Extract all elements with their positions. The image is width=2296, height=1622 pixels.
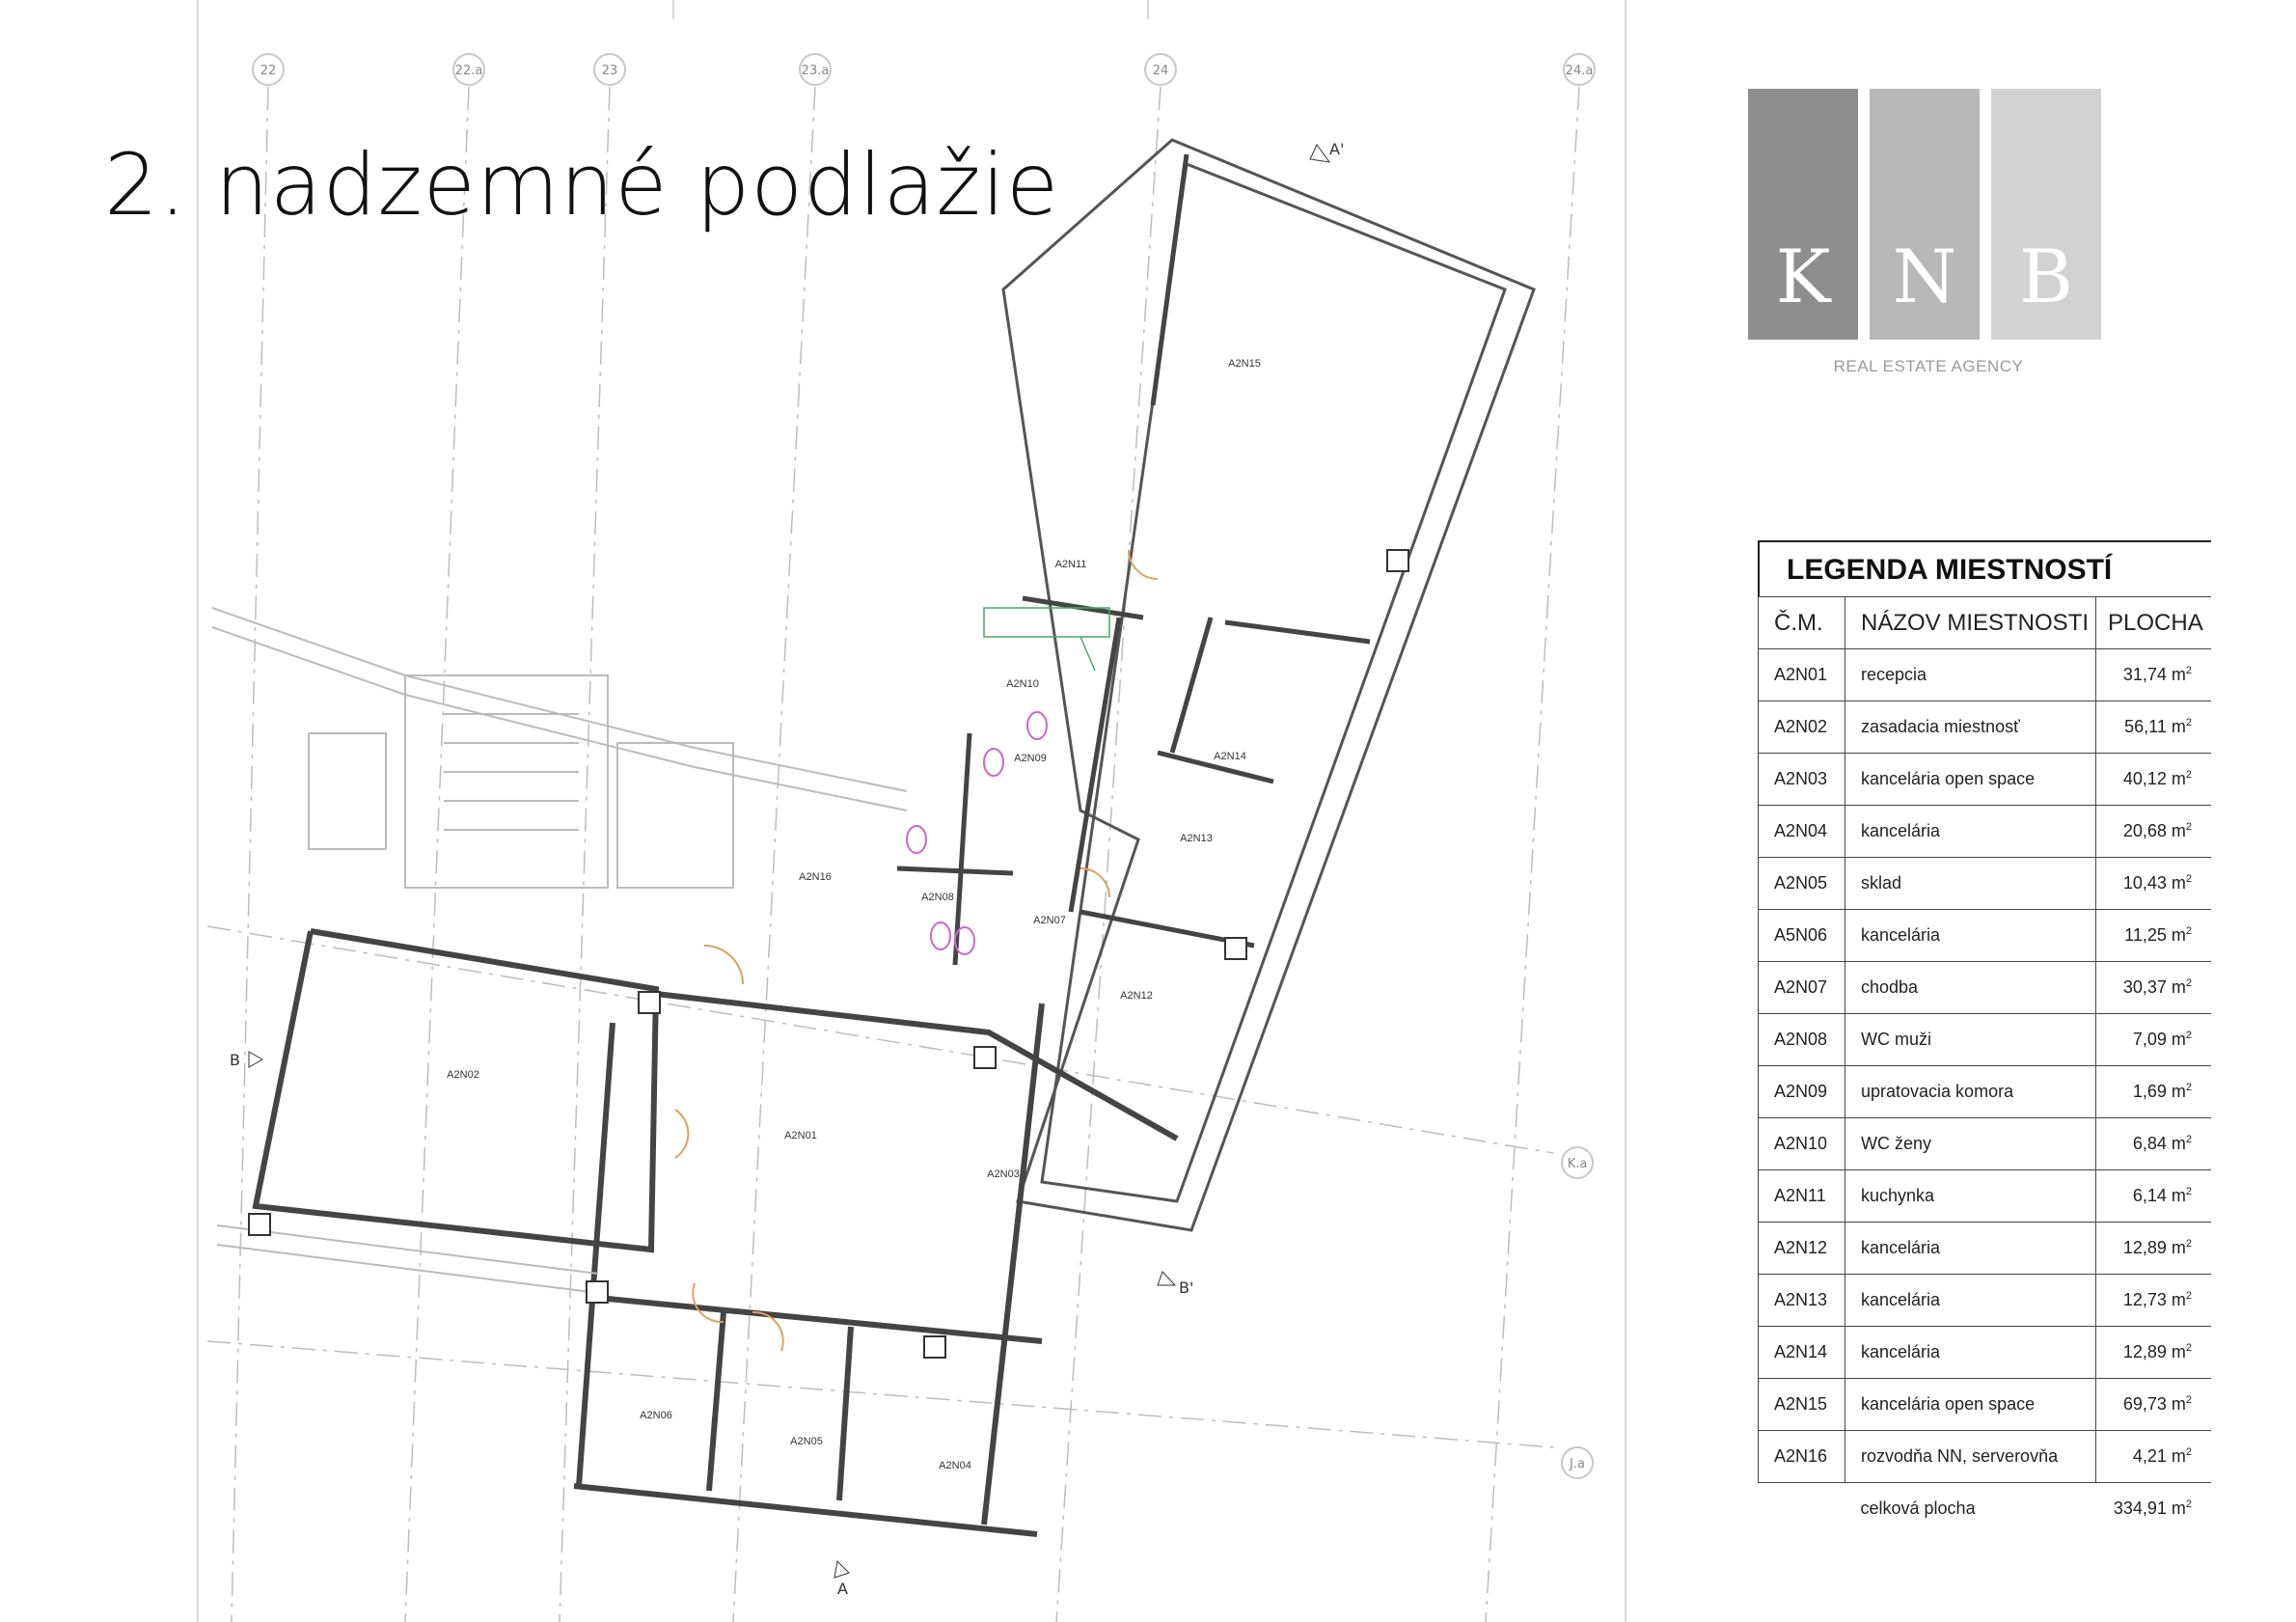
total-area — [2096, 1483, 2212, 1535]
logo-tile — [1870, 89, 1980, 340]
area-unit: m — [2171, 1290, 2186, 1309]
room-label: A2N13 — [1180, 833, 1213, 844]
legend-row — [1759, 1014, 2212, 1066]
room-number: A2N08 — [1759, 1014, 1845, 1066]
area-value: 4,21 — [2132, 1446, 2172, 1466]
area-unit-exponent: 2 — [2185, 1498, 2192, 1511]
area-unit: m — [2171, 1446, 2186, 1466]
room-name: WC ženy — [1845, 1118, 2096, 1170]
area-value: 12,89 — [2122, 1342, 2172, 1361]
legend-title: LEGENDA MIESTNOSTÍ — [1758, 540, 2211, 596]
room-name: kuchynka — [1845, 1170, 2096, 1223]
room-number: A2N07 — [1759, 962, 1845, 1014]
area-unit: m — [2171, 1186, 2186, 1205]
grid-label: K.a — [1567, 1157, 1588, 1171]
area-unit: m — [2171, 925, 2186, 945]
page-title: 2. nadzemné podlažie — [104, 135, 1060, 234]
room-number: A2N11 — [1759, 1170, 1845, 1223]
area-unit-exponent: 2 — [2185, 1290, 2192, 1302]
room-area — [2096, 1066, 2212, 1118]
legend-total-row — [1759, 1483, 2212, 1535]
area-unit-exponent: 2 — [2185, 1342, 2192, 1354]
area-unit: m — [2171, 1134, 2186, 1153]
grid-label: 23 — [601, 64, 618, 78]
logo-letter: B — [2019, 234, 2073, 319]
area-value: 1,69 — [2132, 1082, 2172, 1101]
area-unit: m — [2171, 1342, 2186, 1361]
room-number: A2N14 — [1759, 1327, 1845, 1379]
area-value: 69,73 — [2122, 1394, 2172, 1414]
room-label: A2N09 — [1014, 753, 1047, 764]
legend-row — [1759, 806, 2212, 858]
room-name: kancelária open space — [1845, 754, 2096, 806]
area-unit: m — [2171, 665, 2186, 684]
room-number: A2N12 — [1759, 1223, 1845, 1275]
room-area — [2096, 1170, 2212, 1223]
room-name: kancelária — [1845, 806, 2096, 858]
logo-letter: N — [1892, 234, 1957, 319]
area-unit-exponent: 2 — [2185, 1394, 2192, 1406]
area-unit-exponent: 2 — [2185, 1238, 2192, 1250]
grid-label: 23.a — [801, 64, 830, 78]
room-name: zasadacia miestnosť — [1845, 701, 2096, 754]
legend-row — [1759, 1379, 2212, 1431]
room-name: kancelária — [1845, 1327, 2096, 1379]
room-area — [2096, 1327, 2212, 1379]
room-area — [2096, 1014, 2212, 1066]
room-number: A2N16 — [1759, 1431, 1845, 1483]
grid-label: 22.a — [454, 64, 483, 78]
section-mark: B' — [1179, 1278, 1194, 1297]
room-label: A2N12 — [1120, 990, 1153, 1002]
legend-header-row — [1759, 597, 2212, 649]
company-logo — [1748, 89, 2109, 378]
room-number: A2N05 — [1759, 858, 1845, 910]
area-unit-exponent: 2 — [2185, 769, 2192, 781]
room-label: A2N14 — [1214, 751, 1246, 762]
legend-row — [1759, 1118, 2212, 1170]
legend-row — [1759, 754, 2212, 806]
room-area — [2096, 701, 2212, 754]
room-label: A2N15 — [1228, 358, 1261, 370]
legend-row — [1759, 1066, 2212, 1118]
grid-label: 24.a — [1565, 64, 1594, 78]
room-number: A2N15 — [1759, 1379, 1845, 1431]
area-unit-exponent: 2 — [2185, 1030, 2192, 1041]
section-mark: A' — [1329, 140, 1345, 158]
room-name: sklad — [1845, 858, 2096, 910]
area-unit: m — [2171, 1082, 2186, 1101]
area-value: 7,09 — [2132, 1030, 2172, 1049]
area-value: 6,84 — [2132, 1134, 2172, 1153]
logo-tagline: REAL ESTATE AGENCY — [1833, 357, 2024, 375]
legend-row — [1759, 1431, 2212, 1483]
empty-cell — [1759, 1483, 1845, 1535]
logo-tile — [1991, 89, 2101, 340]
legend-row — [1759, 962, 2212, 1014]
area-unit-exponent: 2 — [2185, 1446, 2192, 1458]
area-unit: m — [2171, 1030, 2186, 1049]
area-unit-exponent: 2 — [2185, 873, 2192, 885]
section-mark: A — [837, 1580, 848, 1598]
room-name: kancelária open space — [1845, 1379, 2096, 1431]
area-unit: m — [2171, 717, 2186, 736]
area-unit: m — [2171, 1238, 2186, 1257]
room-label: A2N08 — [921, 892, 954, 903]
area-unit-exponent: 2 — [2185, 1082, 2192, 1093]
legend-row — [1759, 858, 2212, 910]
area-value: 10,43 — [2122, 873, 2172, 893]
legend-row — [1759, 1170, 2212, 1223]
room-area — [2096, 806, 2212, 858]
area-unit-exponent: 2 — [2185, 665, 2192, 676]
legend-row — [1759, 1223, 2212, 1275]
room-area — [2096, 962, 2212, 1014]
room-name: recepcia — [1845, 649, 2096, 701]
grid-label: J.a — [1570, 1457, 1585, 1471]
room-area — [2096, 1275, 2212, 1327]
area-value: 12,89 — [2122, 1238, 2172, 1257]
area-value: 11,25 — [2124, 925, 2172, 945]
room-label: A2N11 — [1054, 559, 1087, 570]
room-area — [2096, 649, 2212, 701]
area-unit-exponent: 2 — [2185, 1134, 2192, 1145]
grid-label: 22 — [260, 64, 277, 78]
area-unit: m — [2171, 769, 2186, 788]
room-name: kancelária — [1845, 1223, 2096, 1275]
room-name: rozvodňa NN, serverovňa — [1845, 1431, 2096, 1483]
room-label: A2N10 — [1006, 678, 1039, 690]
area-value: 12,73 — [2122, 1290, 2172, 1309]
legend-row — [1759, 649, 2212, 701]
area-value: 56,11 — [2124, 717, 2172, 736]
room-area — [2096, 754, 2212, 806]
area-value: 6,14 — [2132, 1186, 2172, 1205]
room-number: A2N13 — [1759, 1275, 1845, 1327]
room-name: kancelária — [1845, 1275, 2096, 1327]
room-name: WC muži — [1845, 1014, 2096, 1066]
room-number: A2N03 — [1759, 754, 1845, 806]
area-unit-exponent: 2 — [2185, 925, 2192, 937]
area-value: 20,68 — [2122, 821, 2172, 840]
room-area — [2096, 1379, 2212, 1431]
area-unit-exponent: 2 — [2185, 821, 2192, 833]
legend-row — [1759, 1327, 2212, 1379]
room-legend — [1758, 540, 2211, 1535]
area-unit: m — [2171, 873, 2186, 893]
legend-row — [1759, 701, 2212, 754]
area-unit: m — [2171, 1394, 2186, 1414]
header-number: Č.M. — [1759, 597, 1845, 649]
room-area — [2096, 1118, 2212, 1170]
room-number: A2N09 — [1759, 1066, 1845, 1118]
area-unit: m — [2171, 977, 2186, 997]
area-value: 334,91 — [2113, 1498, 2172, 1519]
grid-label: 24 — [1152, 64, 1169, 78]
area-value: 30,37 — [2122, 977, 2172, 997]
legend-row — [1759, 910, 2212, 962]
room-label: A2N01 — [784, 1130, 817, 1141]
room-name: chodba — [1845, 962, 2096, 1014]
logo-letter: K — [1775, 234, 1831, 319]
area-unit-exponent: 2 — [2185, 717, 2192, 729]
room-label: A2N16 — [799, 871, 832, 883]
room-number: A5N06 — [1759, 910, 1845, 962]
legend-row — [1759, 1275, 2212, 1327]
area-unit: m — [2171, 821, 2186, 840]
room-label: A2N04 — [939, 1460, 971, 1471]
room-area — [2096, 858, 2212, 910]
room-number: A2N01 — [1759, 649, 1845, 701]
room-area — [2096, 1223, 2212, 1275]
room-label: A2N02 — [447, 1069, 479, 1081]
room-area — [2096, 1431, 2212, 1483]
logo-tile — [1748, 89, 1858, 340]
header-area: PLOCHA — [2096, 597, 2212, 649]
room-label: A2N07 — [1033, 915, 1066, 926]
room-number: A2N02 — [1759, 701, 1845, 754]
area-unit: m — [2171, 1498, 2186, 1519]
area-unit-exponent: 2 — [2185, 977, 2192, 989]
room-name: kancelária — [1845, 910, 2096, 962]
room-label: A2N03 — [987, 1168, 1020, 1180]
room-number: A2N10 — [1759, 1118, 1845, 1170]
legend-body — [1759, 649, 2212, 1535]
area-value: 40,12 — [2122, 769, 2172, 788]
room-label: A2N05 — [790, 1436, 823, 1447]
room-area — [2096, 910, 2212, 962]
section-mark: B — [230, 1051, 240, 1069]
room-label: A2N06 — [640, 1410, 672, 1421]
total-label: celková plocha — [1860, 1498, 1976, 1519]
room-name: upratovacia komora — [1845, 1066, 2096, 1118]
area-value: 31,74 — [2122, 665, 2172, 684]
area-unit-exponent: 2 — [2185, 1186, 2192, 1197]
legend-table — [1758, 596, 2211, 1535]
room-number: A2N04 — [1759, 806, 1845, 858]
header-name: NÁZOV MIESTNOSTI — [1845, 597, 2096, 649]
